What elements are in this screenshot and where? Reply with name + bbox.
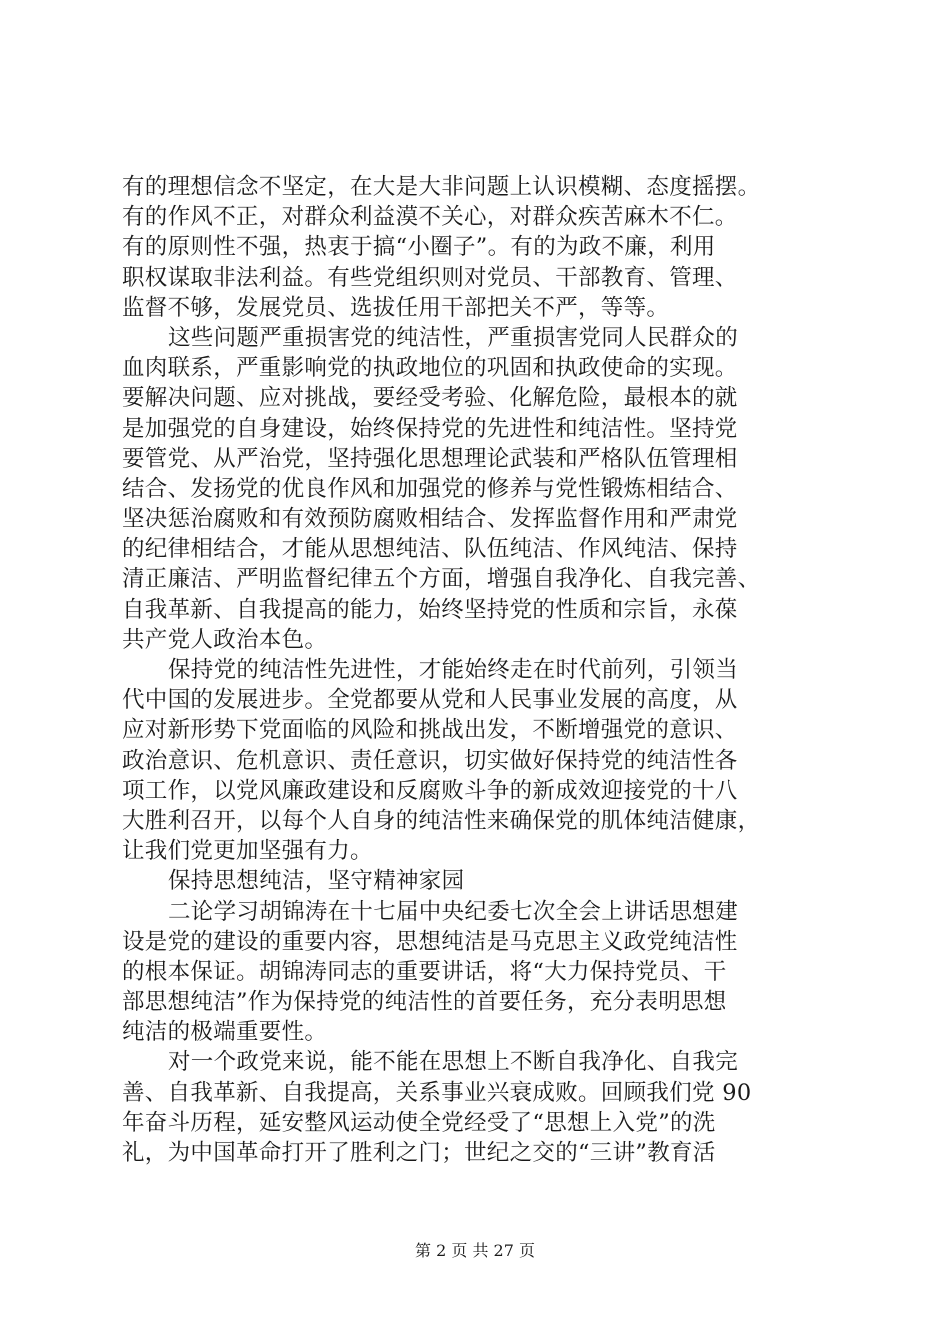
text-line: 职权谋取非法利益。有些党组织则对党员、干部教育、管理、: [122, 264, 738, 291]
text-line: 应对新形势下党面临的风险和挑战出发，不断增强党的意识、: [122, 717, 738, 744]
text-line: 是加强党的自身建设，始终保持党的先进性和纯洁性。坚持党: [122, 415, 738, 442]
page-footer: 第 2 页 共 27 页: [415, 1241, 535, 1260]
text-line: 部思想纯洁”作为保持党的纯洁性的首要任务，充分表明思想: [122, 989, 727, 1016]
text-line: 有的理想信念不坚定，在大是大非问题上认识模糊、态度摇摆。: [122, 174, 761, 200]
text-line: 这些问题严重损害党的纯洁性，严重损害党同人民群众的: [168, 324, 739, 351]
text-line: 共产党人政治本色。: [122, 626, 328, 653]
text-line: 结合、发扬党的优良作风和加强党的修养与党性锻炼相结合、: [122, 475, 738, 502]
text-line: 清正廉洁、严明监督纪律五个方面，增强自我净化、自我完善、: [122, 566, 761, 593]
text-line: 的纪律相结合，才能从思想纯洁、队伍纯洁、作风纯洁、保持: [122, 536, 738, 563]
document-body: [122, 172, 852, 1168]
text-line: 坚决惩治腐败和有效预防腐败相结合、发挥监督作用和严肃党: [122, 506, 738, 533]
text-line: 善、自我革新、自我提高，关系事业兴衰成败。回顾我们党 90: [122, 1079, 752, 1106]
text-line: 要管党、从严治党，坚持强化思想理论武装和严格队伍管理相: [122, 445, 738, 472]
text-line: 设是党的建设的重要内容，思想纯洁是马克思主义政党纯洁性: [122, 928, 738, 955]
text-line: 让我们党更加坚强有力。: [122, 838, 373, 865]
text-line: 保持思想纯洁，坚守精神家园: [168, 868, 465, 895]
text-line: 二论学习胡锦涛在十七届中央纪委七次全会上讲话思想建: [168, 898, 739, 925]
text-line: 保持党的纯洁性先进性，才能始终走在时代前列，引领当: [168, 657, 739, 683]
text-line: 年奋斗历程，延安整风运动使全党经受了“思想上入党”的洗: [122, 1109, 716, 1136]
text-line: 血肉联系，严重影响党的执政地位的巩固和执政使命的实现。: [122, 355, 738, 382]
text-line: 纯洁的极端重要性。: [122, 1019, 328, 1046]
text-line: 对一个政党来说，能不能在思想上不断自我净化、自我完: [168, 1049, 739, 1076]
text-line: 要解决问题、应对挑战，要经受考验、化解危险，最根本的就: [122, 385, 738, 412]
text-line: 大胜利召开，以每个人自身的纯洁性来确保党的肌体纯洁健康，: [122, 807, 761, 834]
text-line: 监督不够，发展党员、选拔任用干部把关不严，等等。: [122, 294, 670, 321]
text-line: 有的作风不正，对群众利益漠不关心，对群众疾苦麻木不仁。: [122, 204, 738, 231]
text-line: 自我革新、自我提高的能力，始终坚持党的性质和宗旨，永葆: [122, 596, 738, 623]
text-line: 代中国的发展进步。全党都要从党和人民事业发展的高度，从: [122, 687, 738, 714]
text-line: 礼，为中国革命打开了胜利之门；世纪之交的“三讲”教育活: [122, 1140, 716, 1166]
text-line: 的根本保证。胡锦涛同志的重要讲话，将“大力保持党员、干: [122, 958, 727, 985]
text-line: 政治意识、危机意识、责任意识，切实做好保持党的纯洁性各: [122, 747, 738, 774]
text-line: 有的原则性不强，热衷于搞“小圈子”。有的为政不廉，利用: [122, 234, 716, 261]
text-line: 项工作，以党风廉政建设和反腐败斗争的新成效迎接党的十八: [122, 777, 738, 804]
